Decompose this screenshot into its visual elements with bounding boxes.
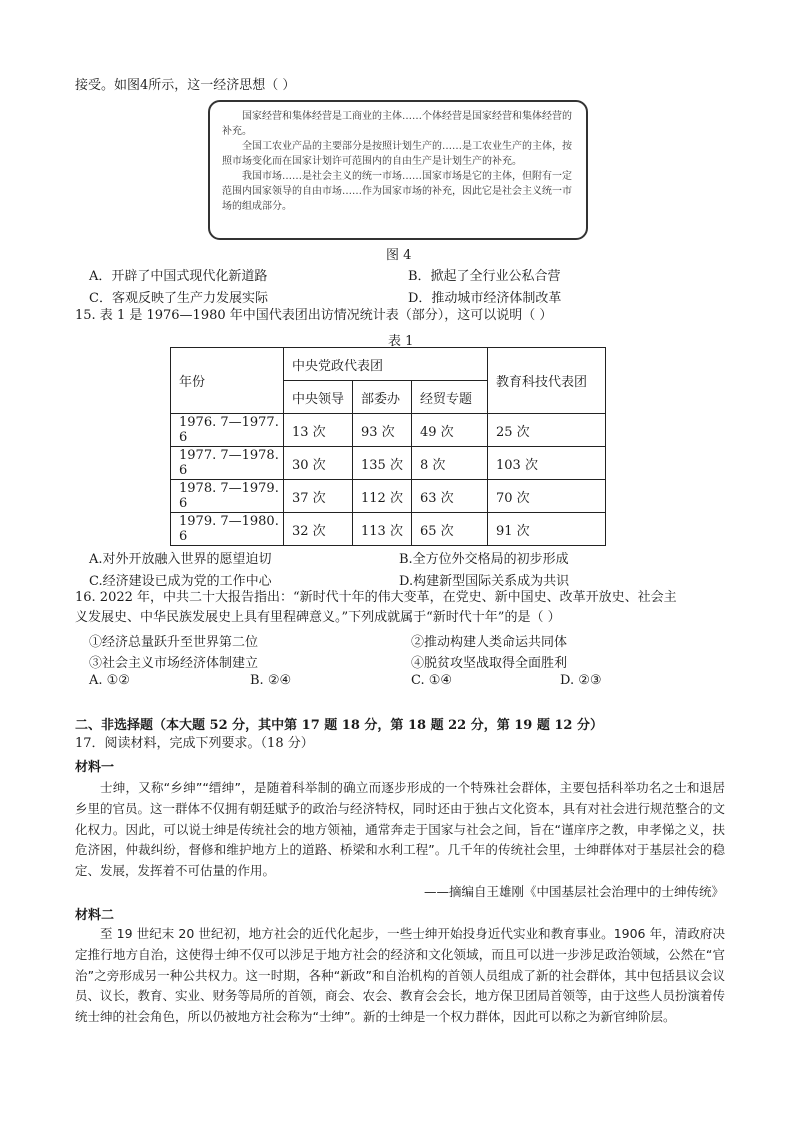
header-sub-leaders: 中央领导 xyxy=(284,381,353,414)
cell: 32 次 xyxy=(284,513,353,546)
cell: 13 次 xyxy=(284,414,353,447)
q17-stem: 17．阅读材料，完成下列要求。（18 分） xyxy=(75,736,314,751)
cell: 1976. 7—1977. 6 xyxy=(171,414,284,447)
q16-item-1: ①经济总量跃升至世界第二位 xyxy=(89,635,259,650)
q14-option-a: A．开辟了中国式现代化新道路 xyxy=(89,269,268,284)
figure-caption: 图 4 xyxy=(386,248,412,263)
material-1-label: 材料一 xyxy=(75,760,115,775)
table-row xyxy=(171,414,606,447)
figure-4-box xyxy=(208,100,588,240)
cell: 37 次 xyxy=(284,480,353,513)
q14-option-c: C．客观反映了生产力发展实际 xyxy=(89,291,268,306)
header-year: 年份 xyxy=(171,348,284,414)
q16-choice-c: C. ①④ xyxy=(411,673,453,688)
table-row xyxy=(171,480,606,513)
q16-stem-line2: 义发展史、中华民族发展史上具有里程碑意义。”下列成就属于“新时代十年”的是（ ） xyxy=(75,610,561,625)
cell: 135 次 xyxy=(353,447,412,480)
q16-choice-a: A. ①② xyxy=(89,673,130,688)
cell: 70 次 xyxy=(488,480,606,513)
cell: 1978. 7—1979. 6 xyxy=(171,480,284,513)
figure-text-3: 我国市场……是社会主义的统一市场……国家市场是它的主体，但附有一定范围内国家领导的自由市场……作为国家市场的补充，因此它是社会主义统一市场的组成部分。 xyxy=(222,171,572,212)
q15-option-a: A.对外开放融入世界的愿望迫切 xyxy=(89,552,272,567)
q16-choice-b: B. ②④ xyxy=(250,673,292,688)
q14-option-d: D．推动城市经济体制改革 xyxy=(408,291,562,306)
cell: 93 次 xyxy=(353,414,412,447)
table-1 xyxy=(170,347,606,546)
cell: 25 次 xyxy=(488,414,606,447)
section-title: 二、非选择题（本大题 52 分，其中第 17 题 18 分，第 18 题 22 分，第 19 题 12 分） xyxy=(75,718,603,733)
q14-stem: 接受。如图4所示，这一经济思想（ ） xyxy=(75,78,296,93)
cell: 1979. 7—1980. 6 xyxy=(171,513,284,546)
material-1-source: ——摘编自王雄刚《中国基层社会治理中的士绅传统》 xyxy=(423,884,724,899)
material-2-paragraph: 至 19 世纪末 20 世纪初，地方社会的近代化起步，一些士绅开始投身近代实业和教育事业。1906 年，清政府决定推行地方自治，这使得士绅不仅可以涉足于地方社会的经济和文化领域，而且可以进一步涉足政治领域，公然在“官治”之旁形成另一种公共权力。这一时期，各种“新政”和自治机构的首领人员组成了新的社会群体，其中包括县议会议员、议长，教育、实业、财务等局所的首领，商会、农会、教育会会长，地方保卫团局首领等，由于这些人员扮演着传统士绅的社会角色，所以仍被地方社会称为“士绅”。新的士绅是一个权力群体，因此可以称之为新官绅阶层。 xyxy=(75,926,726,1025)
table-row xyxy=(171,447,606,480)
table-row xyxy=(171,513,606,546)
q16-item-4: ④脱贫攻坚战取得全面胜利 xyxy=(411,656,568,671)
q15-option-d: D.构建新型国际关系成为共识 xyxy=(399,574,570,589)
figure-text-1: 国家经营和集体经营是工商业的主体……个体经营是国家经营和集体经营的补充。 xyxy=(222,111,572,137)
cell: 113 次 xyxy=(353,513,412,546)
q15-option-c: C.经济建设已成为党的工作中心 xyxy=(89,574,272,589)
q16-stem-line1: 16. 2022 年，中共二十大报告指出：“新时代十年的伟大变革，在党史、新中国史、改革开放史、社会主 xyxy=(75,590,677,605)
table-caption: 表 1 xyxy=(388,334,414,349)
q14-option-b: B．掀起了全行业公私合营 xyxy=(408,269,561,284)
q16-item-2: ②推动构建人类命运共同体 xyxy=(411,635,568,650)
cell: 1977. 7—1978. 6 xyxy=(171,447,284,480)
q16-item-3: ③社会主义市场经济体制建立 xyxy=(89,656,259,671)
figure-text-2: 全国工农业产品的主要部分是按照计划生产的……是工农业生产的主体，按照市场变化而在国家计划许可范围内的自由生产是计划生产的补充。 xyxy=(222,141,572,167)
material-1-paragraph: 士绅，又称“乡绅”“缙绅”，是随着科举制的确立而逐步形成的一个特殊社会群体，主要包括科举功名之士和退居乡里的官员。这一群体不仅拥有朝廷赋予的政治与经济特权，同时还由于独占文化资本，具有对社会进行规范整合的文化权力。因此，可以说士绅是传统社会的地方领袖，通常奔走于国家与社会之间，旨在“谨庠序之教，申孝悌之义，扶危济困，仲裁纠纷，督修和维护地方上的道路、桥梁和水利工程”。几千年的传统社会里，士绅群体对于基层社会的稳定、发展，发挥着不可估量的作用。 xyxy=(75,780,726,879)
q16-choice-d: D. ②③ xyxy=(560,673,602,688)
header-edu-group: 教育科技代表团 xyxy=(488,348,606,414)
cell: 8 次 xyxy=(412,447,488,480)
header-party-group: 中央党政代表团 xyxy=(284,348,488,381)
cell: 63 次 xyxy=(412,480,488,513)
cell: 65 次 xyxy=(412,513,488,546)
header-sub-trade: 经贸专题 xyxy=(412,381,488,414)
q15-stem: 15. 表 1 是 1976—1980 年中国代表团出访情况统计表（部分），这可以说明（ ） xyxy=(75,308,553,323)
header-sub-ministries: 部委办 xyxy=(353,381,412,414)
material-2-label: 材料二 xyxy=(75,908,115,923)
cell: 91 次 xyxy=(488,513,606,546)
material-2-text xyxy=(75,924,725,1028)
cell: 103 次 xyxy=(488,447,606,480)
cell: 49 次 xyxy=(412,414,488,447)
q15-option-b: B.全方位外交格局的初步形成 xyxy=(399,552,569,567)
cell: 30 次 xyxy=(284,447,353,480)
material-1-text xyxy=(75,778,725,882)
cell: 112 次 xyxy=(353,480,412,513)
